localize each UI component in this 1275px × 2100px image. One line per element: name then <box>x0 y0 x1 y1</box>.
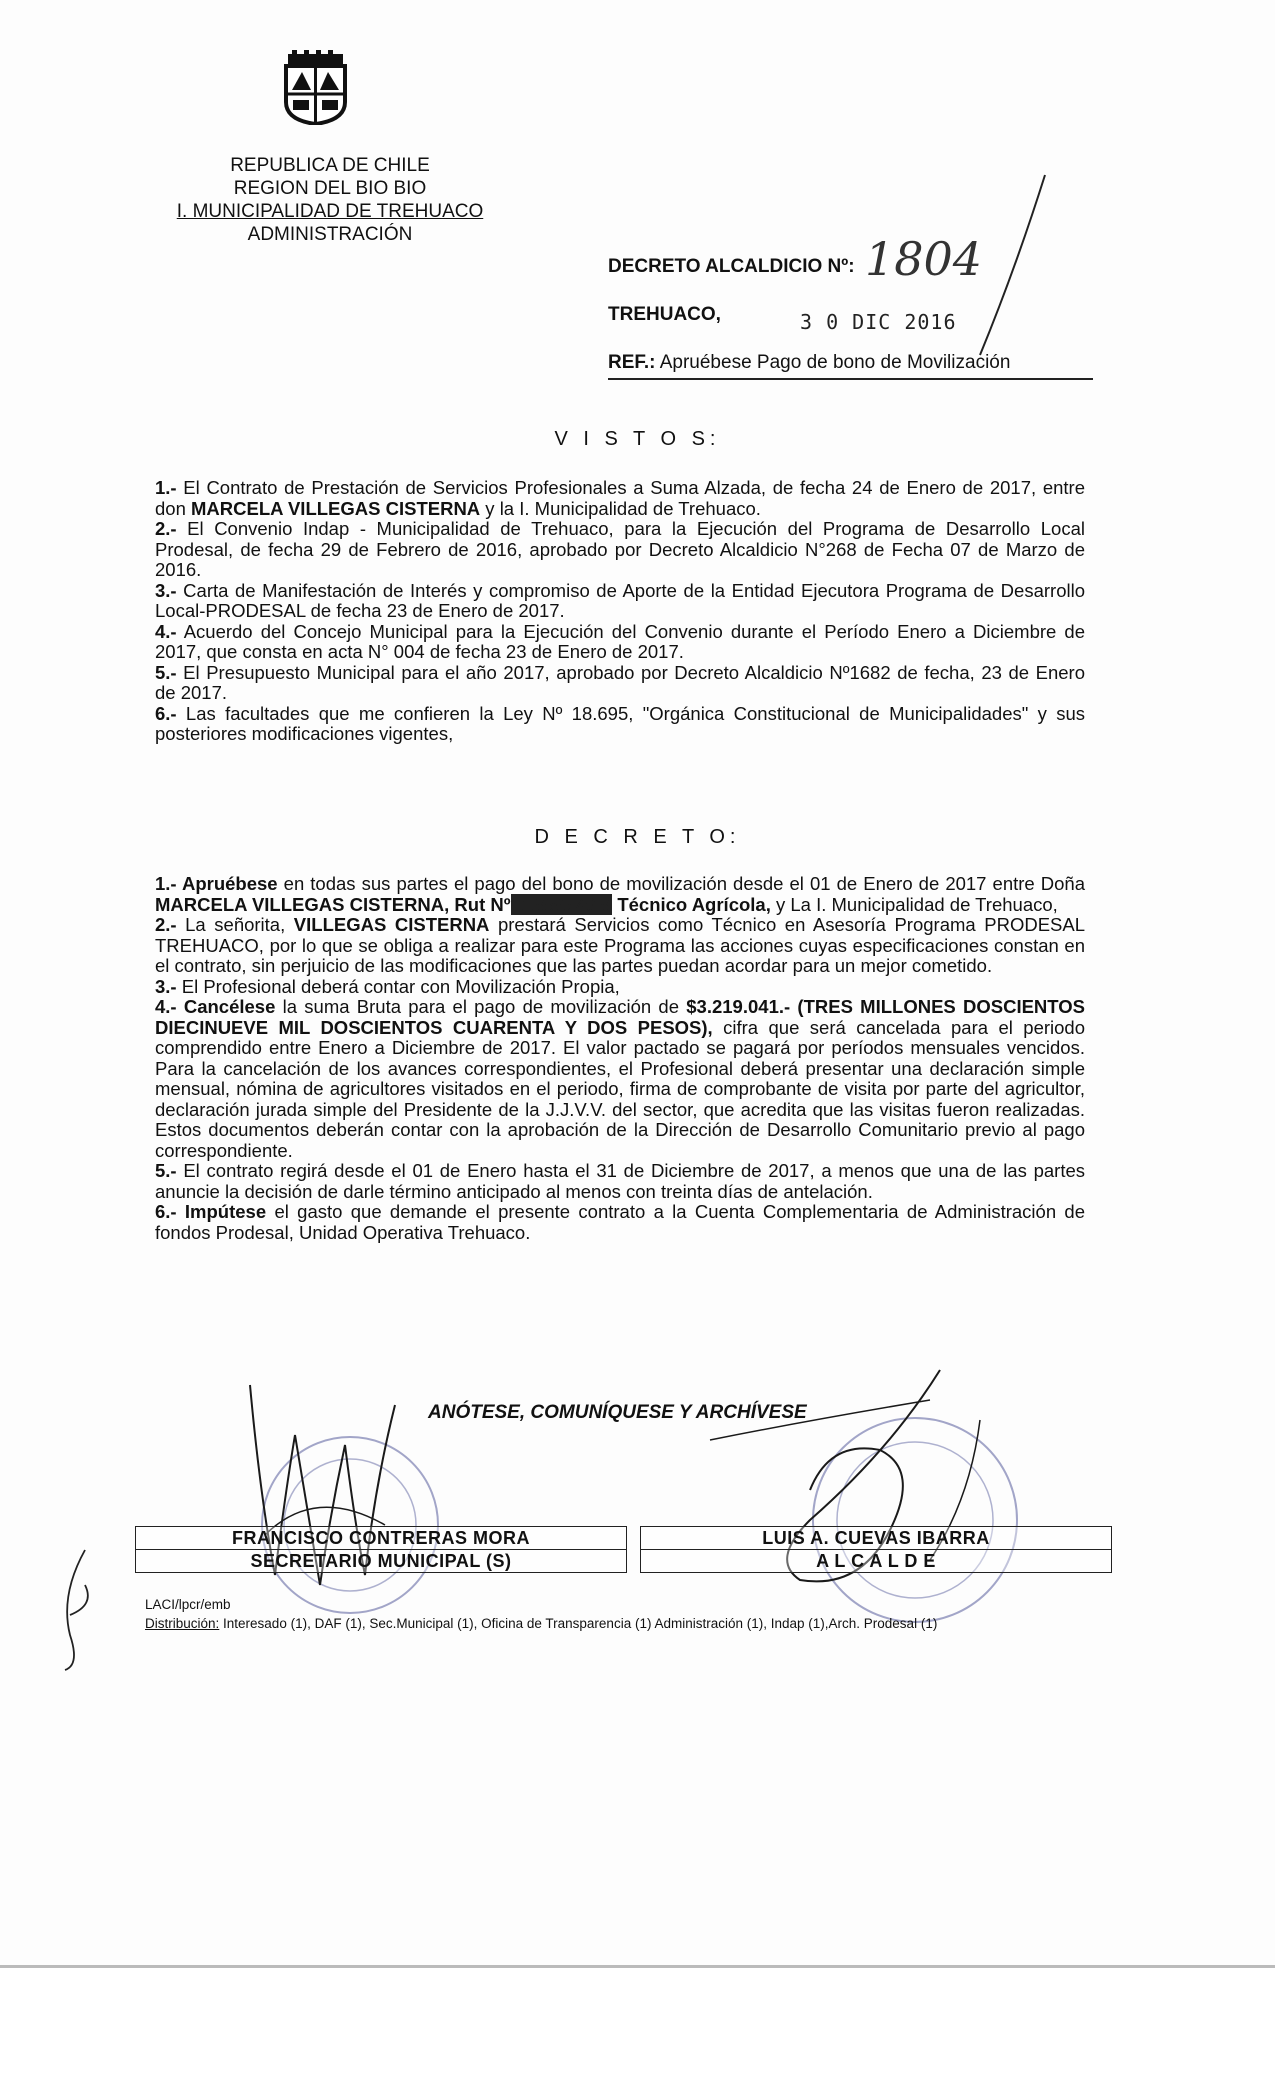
decreto-title: D E C R E T O: <box>534 826 741 848</box>
vistos-item: 4.- Acuerdo del Concejo Municipal para la Ejecución del Convenio durante el Período Enero a Diciembre de 2017, que consta en acta N° 004 de fecha 23 de Enero de 2017. <box>155 620 1085 662</box>
redacted-rut: 11.956.549-9 <box>511 894 613 915</box>
decreto-list <box>155 874 1085 1243</box>
secretary-title: SECRETARIO MUNICIPAL (S) <box>250 1551 512 1571</box>
decree-number-label: DECRETO ALCALDICIO Nº: <box>608 256 855 277</box>
mayor-name: LUIS A. CUEVAS IBARRA <box>641 1527 1111 1550</box>
vistos-item: 5.- El Presupuesto Municipal para el año 2017, aprobado por Decreto Alcaldicio Nº1682 de fecha, 23 de Enero de 2017. <box>155 661 1085 703</box>
decree-number-value: 1804 <box>865 232 983 286</box>
decreto-item: 1.- Apruébese en todas sus partes el pago del bono de movilización desde el 01 de Enero de 2017 entre Doña MARCELA VILLEGAS CISTERNA, Rut Nº 11.956.549-9 Técnico Agrícola, y La I. Municipalidad de Trehuaco, <box>155 873 1085 915</box>
ref-label: REF.: <box>608 352 656 373</box>
vistos-item: 6.- Las facultades que me confieren la Ley Nº 18.695, "Orgánica Constitucional de Municipalidades" y sus posteriores modificaciones vigentes, <box>155 702 1085 744</box>
margin-initial-mark <box>55 1545 100 1675</box>
date-stamp: 3 0 DIC 2016 <box>800 310 957 334</box>
mayor-title: A L C A L D E <box>816 1551 936 1571</box>
vistos-item: 2.- El Convenio Indap - Municipalidad de Trehuaco, para la Ejecución del Programa de Desarrollo Local Prodesal, de fecha 29 de Febrero de 2016, aprobado por Decreto Alcaldicio N°268 de Fecha 07 de Marzo de 2016. <box>155 518 1085 580</box>
mayor-signature-block <box>640 1526 1112 1573</box>
vistos-title: V I S T O S: <box>554 428 721 450</box>
header-municipality: I. MUNICIPALIDAD DE TREHUACO <box>176 201 484 222</box>
distribution-text: Interesado (1), DAF (1), Sec.Municipal (1), Oficina de Transparencia (1) Administración (1), Indap (1),Arch. Prodesal (1) <box>219 1616 938 1631</box>
decree-reference <box>608 352 1093 380</box>
distribution-label: Distribución: <box>145 1616 220 1631</box>
ref-text: Apruébese Pago de bono de Movilización <box>659 352 1011 373</box>
decreto-item: 4.- Cancélese la suma Bruta para el pago de movilización de $3.219.041.- (TRES MILLONES DOSCIENTOS DIECINUEVE MIL DOSCIENTOS CUARENTA Y DOS PESOS), cifra que será cancelada para el periodo comprendido entre Enero a Diciembre de 2017. El valor pactado se pagará por períodos mensuales vencidos. Para la cancelación de los avances correspondientes, el Profesional deberá presentar una declaración simple mensual, nómina de agricultores visitados en el periodo, firma de comprobante de visita por parte del agricultor, declaración jurada simple del Presidente de la J.J.V.V. del sector, que acredita que las visitas fueron realizadas. Estos documentos deberán contar con la aprobación de la Dirección de Desarrollo Comunitario previo al pago correspondiente. <box>155 996 1085 1161</box>
closing-formula: ANÓTESE, COMUNÍQUESE Y ARCHÍVESE <box>428 1402 807 1423</box>
secretary-signature-block <box>135 1526 627 1573</box>
footer-distribution <box>145 1616 1095 1632</box>
decreto-item: 3.- El Profesional deberá contar con Movilización Propia, <box>155 975 620 997</box>
decreto-item: 2.- La señorita, VILLEGAS CISTERNA prestará Servicios como Técnico en Asesoría Programa PRODESAL TREHUACO, por lo que se obliga a realizar para este Programa las acciones cuyas especificaciones constan en el contrato, sin perjuicio de las modificaciones que las partes puedan acordar para un mejor cometido. <box>155 914 1085 976</box>
header-country: REPUBLICA DE CHILE <box>230 155 430 176</box>
decreto-item: 5.- El contrato regirá desde el 01 de Enero hasta el 31 de Diciembre de 2017, a menos que una de las partes anuncie la decisión de darle término anticipado al menos con treinta días de antelación. <box>155 1160 1085 1202</box>
header-department: ADMINISTRACIÓN <box>247 224 413 245</box>
handwritten-slash-mark <box>975 170 1050 360</box>
decree-place-label: TREHUACO, <box>608 304 721 325</box>
secretary-name: FRANCISCO CONTRERAS MORA <box>136 1527 626 1550</box>
coat-of-arms-icon <box>278 50 353 125</box>
vistos-item: 1.- El Contrato de Prestación de Servicios Profesionales a Suma Alzada, de fecha 24 de Enero de 2017, entre don MARCELA VILLEGAS CISTERNA y la I. Municipalidad de Trehuaco. <box>155 477 1085 519</box>
header-region: REGION DEL BIO BIO <box>233 178 427 199</box>
vistos-list <box>155 478 1085 745</box>
footer-initials: LACI/lpcr/emb <box>145 1597 231 1612</box>
vistos-item: 3.- Carta de Manifestación de Interés y compromiso de Aporte de la Entidad Ejecutora Programa de Desarrollo Local-PRODESAL de fecha 23 de Enero de 2017. <box>155 579 1085 621</box>
decreto-item: 6.- Impútese el gasto que demande el presente contrato a la Cuenta Complementaria de Administración de fondos Prodesal, Unidad Operativa Trehuaco. <box>155 1201 1086 1243</box>
